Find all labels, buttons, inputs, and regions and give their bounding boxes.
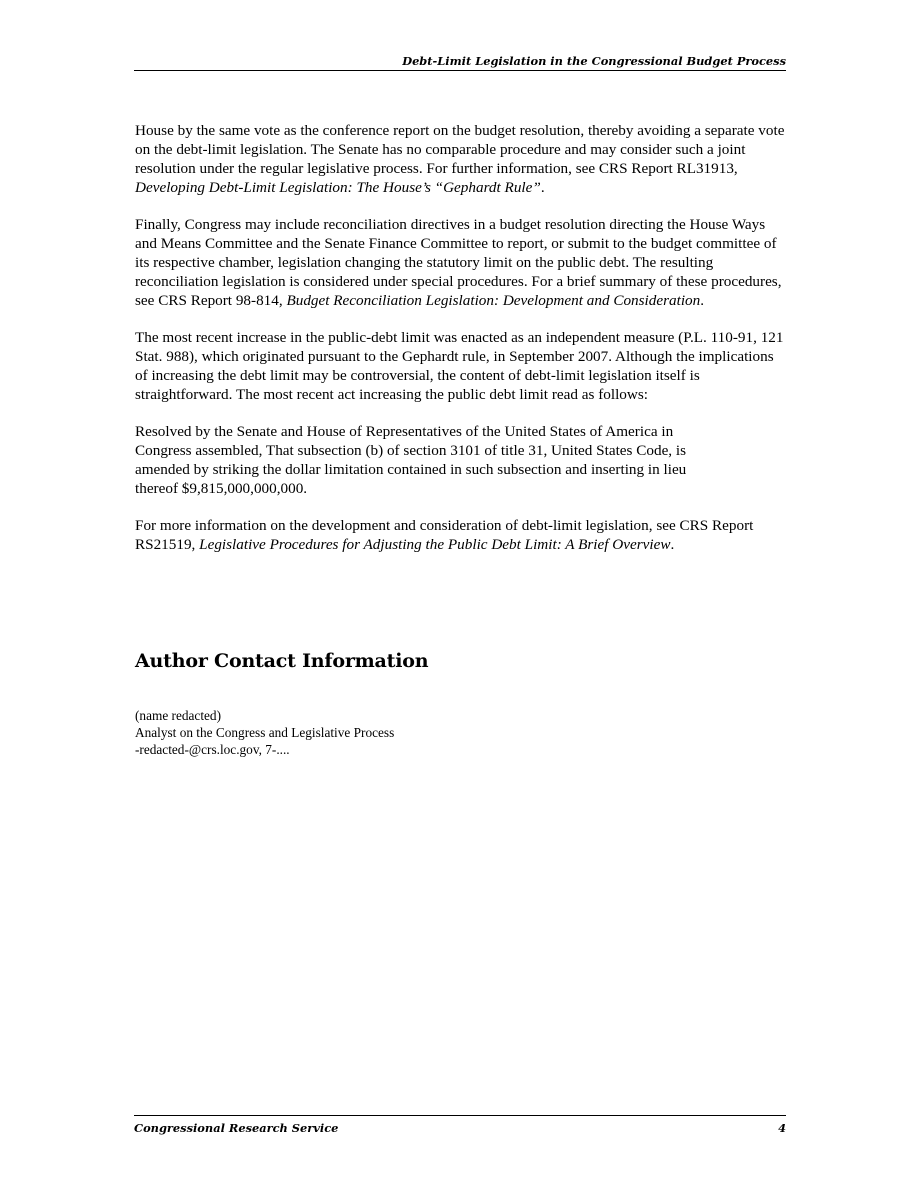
paragraph-gephardt: House by the same vote as the conference report on the budget resolution, thereby avoiding a separate vote on the debt-limit legislation. The Senate has no comparable procedure and may consider such a joint resolution under the regular legislative process. For further information, see CRS Report RL31913, Developing Debt-Limit Legislation: The House’s “Gephardt Rule”. xyxy=(135,122,785,196)
report-title-rl31913: Developing Debt-Limit Legislation: The House’s “Gephardt Rule” xyxy=(135,179,541,196)
author-email-phone: -redacted-@crs.loc.gov, 7-.... xyxy=(135,742,290,757)
body-text xyxy=(135,121,787,572)
author-contact-block xyxy=(135,707,394,758)
running-header: Debt-Limit Legislation in the Congressional Budget Process xyxy=(134,54,786,71)
paragraph-reconciliation: Finally, Congress may include reconciliation directives in a budget resolution directing the House Ways and Means Committee and the Senate Finance Committee to report, or submit to the budget committee of its respective chamber, legislation changing the statutory limit on the public debt. The resulting reconciliation legislation is considered under special procedures. For a brief summary of these procedures, see CRS Report 98-814, Budget Reconciliation Legislation: Development and Consideration. xyxy=(135,216,782,309)
page-number: 4 xyxy=(778,1121,786,1135)
footer-org: Congressional Research Service xyxy=(134,1121,339,1135)
paragraph-more-info: For more information on the development and consideration of debt-limit legislation, see CRS Report RS21519, Legislative Procedures for Adjusting the Public Debt Limit: A Brief Overview. xyxy=(135,517,754,553)
block-quote: Resolved by the Senate and House of Representatives of the United States of America in Congress assembled, That subsection (b) of section 3101 of title 31, United States Code, is amended by striking the dollar limitation contained in such subsection and inserting in lieu thereof $9,815,000,000,000. xyxy=(135,423,687,497)
report-title-98-814: Budget Reconciliation Legislation: Development and Consideration xyxy=(286,292,701,309)
report-title-rs21519: Legislative Procedures for Adjusting the Public Debt Limit: A Brief Overview xyxy=(199,536,671,553)
author-contact-heading: Author Contact Information xyxy=(135,650,429,672)
author-role: Analyst on the Congress and Legislative Process xyxy=(135,725,395,740)
page-footer xyxy=(134,1115,786,1135)
author-name: (name redacted) xyxy=(135,708,222,723)
paragraph-recent-increase: The most recent increase in the public-debt limit was enacted as an independent measure (P.L. 110-91, 121 Stat. 988), which originated pursuant to the Gephardt rule, in September 2007. Although the implications of increasing the debt limit may be controversial, the content of debt-limit legislation itself is straightforward. The most recent act increasing the public debt limit read as follows: xyxy=(135,329,784,403)
